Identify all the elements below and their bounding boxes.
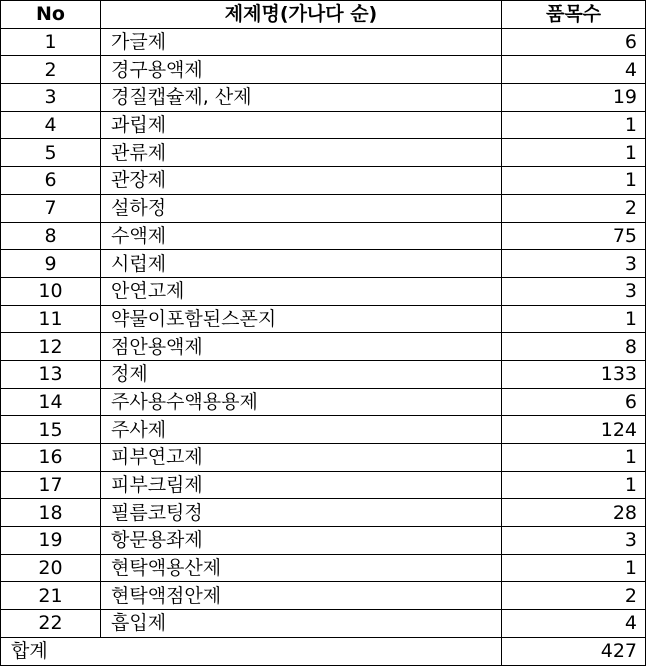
row-item-count: 1 [502, 167, 646, 195]
table-row [1, 499, 646, 527]
row-formulation-name: 현탁액점안제 [101, 582, 502, 610]
row-no: 7 [1, 194, 101, 222]
table-row [1, 194, 646, 222]
total-label: 합계 [1, 637, 502, 665]
row-item-count: 6 [502, 388, 646, 416]
row-item-count: 3 [502, 277, 646, 305]
row-formulation-name: 약물이포함된스폰지 [101, 305, 502, 333]
row-formulation-name: 흡입제 [101, 610, 502, 638]
row-item-count: 19 [502, 84, 646, 112]
row-formulation-name: 피부연고제 [101, 444, 502, 472]
table-row [1, 333, 646, 361]
table-row [1, 28, 646, 56]
table-row [1, 416, 646, 444]
row-item-count: 75 [502, 222, 646, 250]
table-row [1, 222, 646, 250]
row-item-count: 2 [502, 582, 646, 610]
row-formulation-name: 정제 [101, 360, 502, 388]
row-formulation-name: 설하정 [101, 194, 502, 222]
table-row [1, 250, 646, 278]
row-no: 16 [1, 444, 101, 472]
table-row [1, 388, 646, 416]
total-row [1, 637, 646, 665]
table-row [1, 111, 646, 139]
table-row [1, 554, 646, 582]
row-formulation-name: 경질캡슐제, 산제 [101, 84, 502, 112]
table-row [1, 139, 646, 167]
table-row [1, 84, 646, 112]
row-formulation-name: 안연고제 [101, 277, 502, 305]
row-no: 22 [1, 610, 101, 638]
header-row [1, 1, 646, 29]
row-no: 19 [1, 527, 101, 555]
row-formulation-name: 주사제 [101, 416, 502, 444]
row-no: 12 [1, 333, 101, 361]
table-row [1, 610, 646, 638]
row-item-count: 1 [502, 305, 646, 333]
table-row [1, 444, 646, 472]
table-row [1, 582, 646, 610]
row-no: 17 [1, 471, 101, 499]
row-no: 13 [1, 360, 101, 388]
header-formulation-name: 제제명(가나다 순) [101, 1, 502, 29]
row-item-count: 8 [502, 333, 646, 361]
row-item-count: 133 [502, 360, 646, 388]
table-row [1, 277, 646, 305]
row-formulation-name: 시럽제 [101, 250, 502, 278]
row-item-count: 1 [502, 444, 646, 472]
row-formulation-name: 주사용수액용용제 [101, 388, 502, 416]
header-item-count: 품목수 [502, 1, 646, 29]
table-footer [1, 637, 646, 665]
row-item-count: 1 [502, 139, 646, 167]
table-header [1, 1, 646, 29]
row-formulation-name: 경구용액제 [101, 56, 502, 84]
row-no: 14 [1, 388, 101, 416]
row-no: 15 [1, 416, 101, 444]
row-item-count: 1 [502, 471, 646, 499]
row-no: 9 [1, 250, 101, 278]
row-item-count: 124 [502, 416, 646, 444]
table-row [1, 527, 646, 555]
row-no: 10 [1, 277, 101, 305]
row-item-count: 3 [502, 250, 646, 278]
row-formulation-name: 항문용좌제 [101, 527, 502, 555]
row-item-count: 4 [502, 56, 646, 84]
row-formulation-name: 수액제 [101, 222, 502, 250]
row-no: 21 [1, 582, 101, 610]
row-formulation-name: 가글제 [101, 28, 502, 56]
row-item-count: 6 [502, 28, 646, 56]
row-formulation-name: 필름코팅정 [101, 499, 502, 527]
row-no: 8 [1, 222, 101, 250]
table-row [1, 360, 646, 388]
row-no: 2 [1, 56, 101, 84]
row-no: 5 [1, 139, 101, 167]
row-formulation-name: 관장제 [101, 167, 502, 195]
row-item-count: 4 [502, 610, 646, 638]
row-formulation-name: 점안용액제 [101, 333, 502, 361]
row-formulation-name: 관류제 [101, 139, 502, 167]
table-row [1, 305, 646, 333]
row-no: 3 [1, 84, 101, 112]
row-item-count: 2 [502, 194, 646, 222]
table-body [1, 28, 646, 637]
table-row [1, 167, 646, 195]
row-item-count: 1 [502, 554, 646, 582]
table-row [1, 56, 646, 84]
total-value: 427 [502, 637, 646, 665]
row-formulation-name: 현탁액용산제 [101, 554, 502, 582]
row-no: 18 [1, 499, 101, 527]
row-item-count: 28 [502, 499, 646, 527]
row-formulation-name: 과립제 [101, 111, 502, 139]
row-formulation-name: 피부크림제 [101, 471, 502, 499]
row-item-count: 3 [502, 527, 646, 555]
row-no: 20 [1, 554, 101, 582]
table-row [1, 471, 646, 499]
row-no: 1 [1, 28, 101, 56]
row-no: 4 [1, 111, 101, 139]
row-item-count: 1 [502, 111, 646, 139]
row-no: 11 [1, 305, 101, 333]
row-no: 6 [1, 167, 101, 195]
header-no: No [1, 1, 101, 29]
